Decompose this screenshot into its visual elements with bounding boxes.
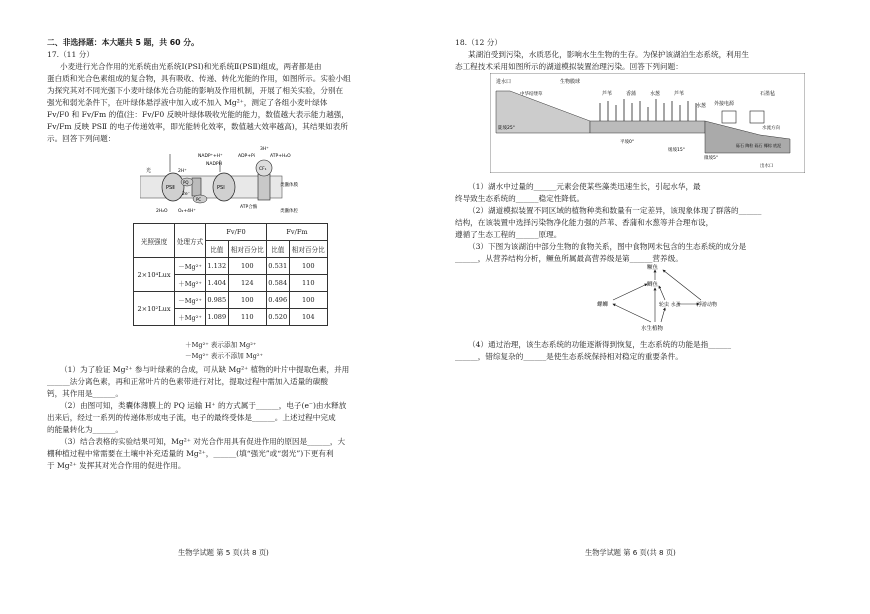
nadp-label: NADP⁺+H⁺ (198, 154, 223, 159)
q17-intro-line: 强光和弱光条件下，在叶绿体悬浮液中加入或不加入 Mg²⁺，测定了各组小麦叶绿体 (47, 98, 328, 107)
cell-v1: 1.132 (206, 258, 229, 275)
2h-label: 2H⁺ (178, 169, 187, 174)
pq-label: PQ (183, 180, 189, 185)
q18-sub2-line: 遵循了生态工程的______原理。 (455, 230, 562, 239)
q18-sub4-line: （4）通过治理，该生态系统的功能逐渐得到恢复，生态系统的功能是指______ (468, 340, 732, 349)
cell-v2: 0.584 (266, 275, 289, 292)
cell-method: －Mg²⁺ (175, 258, 206, 275)
cell-v2: 0.531 (266, 258, 289, 275)
fw-left: 螺蛳 (597, 302, 609, 308)
slope25-label: 陡坡25° (498, 126, 515, 131)
q17-sub1-line: ______法分离色素，再和正常叶片的色素带进行对比，提取过程中需加入适量的碳酸 (47, 377, 328, 386)
table-note-minus: －Mg²⁺ 表示不添加 Mg²⁺ (185, 352, 263, 360)
reed2-label: 芦苇 (674, 91, 685, 97)
water-label: 2H₂O (156, 209, 168, 214)
q18-sub4-line: ______，错综复杂的______是使生态系统保持相对稳定的重要条件。 (455, 352, 683, 361)
flow-label: 水流方向 (762, 126, 780, 131)
fw-bottom: 水生植物 (641, 326, 664, 332)
cell-v2: 0.520 (266, 309, 289, 326)
q17-intro-line: 小麦进行光合作用的光系统由光系统Ⅰ(PSⅠ)和光系统Ⅱ(PSⅡ)组成，两者都是由 (60, 62, 322, 71)
2e-label: 2e⁻ (182, 192, 191, 197)
flat-section (590, 121, 705, 133)
cell-v1: 0.985 (206, 292, 229, 309)
cell-light: 2×10⁴Lux (134, 258, 175, 292)
q18-intro-line: 某湖泊受到污染，水质恶化，影响水生生物的生存。为保护该湖泊生态系统，利用生 (468, 50, 749, 59)
q18-sub3-line: ______，从营养结构分析，鳜鱼所属最高营养级是第______营养级。 (455, 254, 683, 263)
section-title: 二、非选择题：本大题共 5 题，共 60 分。 (47, 38, 199, 47)
q17-sub2-line: 出来后，经过一系列的传递体形成电子流，电子的最终受体是______。上述过程中完成 (47, 413, 336, 422)
fw-right: 浮游动物 (697, 302, 718, 308)
fw-center: 轮虫 水蚤 (659, 302, 681, 308)
q17-intro-line: Fv/F0 和 Fv/Fm 的值(注：Fv/F0 反映叶绿体吸收光能的能力，数值越大表示能力越强， (47, 110, 349, 119)
page-footer: 生物学试题 第 5 页(共 8 页) (178, 548, 269, 557)
q18-sub1-line: 终导致生态系统的______稳定性降低。 (455, 194, 585, 203)
flat-label: 平坡0° (620, 140, 635, 145)
q17-sub2-line: 的能量转化为______。 (47, 425, 123, 434)
table-row (134, 258, 328, 275)
power-label: 外接电源 (714, 101, 735, 107)
q18-header: 18.（12 分） (455, 38, 502, 47)
cell-r1: 124 (228, 275, 266, 292)
q18-sub1-line: （1）湖水中过量的______元素会使某些藻类迅速生长，引起水华，最 (468, 182, 701, 191)
biofilm-label: 生物膜球 (560, 79, 581, 85)
th-rel: 相对百分比 (228, 241, 266, 258)
cytb6f-complex (192, 178, 201, 196)
cell-r2: 110 (289, 275, 328, 292)
fw-mid: 鲫鱼 (647, 282, 659, 288)
membrane-label: 类囊体膜 (280, 183, 298, 188)
th-rel: 相对百分比 (289, 241, 328, 258)
graphite-label: 石墨毡 (760, 91, 776, 97)
pc-label: PC (196, 197, 202, 202)
q18-intro-line: 态工程技术采用如图所示的湖道模拟装置治理污染。回答下列问题： (455, 62, 683, 71)
cell-r2: 100 (289, 258, 328, 275)
th-value: 比值 (266, 241, 289, 258)
q17-table (133, 223, 328, 326)
cf-label: CF₁ (259, 167, 267, 172)
food-web-diagram (585, 262, 725, 332)
outlet-label: 出水口 (760, 164, 774, 169)
q17-intro-line: Fv/Fm 反映 PSⅡ 的电子传递效率，即光能转化效率，数值越大效率越高)，其结果如表所 (47, 122, 348, 131)
water-plant-label: 水葱 (650, 91, 661, 97)
atp-synthase-label: ATP合酶 (240, 205, 258, 210)
water2-label: 水葱 (696, 103, 707, 109)
q18-sub2-line: （2）湖道模拟装置不同区域的植物种类和数量有一定差异，该现象体现了群落的______ (468, 206, 762, 215)
adp-label: ADP+Pi (238, 154, 255, 159)
q17-intro-line: 示。回答下列问题： (47, 134, 116, 143)
cell-v2: 0.496 (266, 292, 289, 309)
psi-label: PSⅠ (217, 185, 225, 191)
q18-sub3-line: （3）下图为该湖泊中部分生物的食物关系，图中食物网未包含的生态系统的成分是 (468, 242, 747, 251)
th-light: 光照强度 (134, 224, 175, 258)
cell-method: ＋Mg²⁺ (175, 309, 206, 326)
cell-light: 2×10²Lux (134, 292, 175, 326)
q17-sub3-line: 于 Mg²⁺ 发挥其对光合作用的促进作用。 (47, 461, 186, 470)
layers-label: 砾石 陶粒 砾石 椰棕 底泥 (736, 143, 782, 148)
cell-v1: 1.404 (206, 275, 229, 292)
slope5-label: 微坡5° (704, 156, 719, 161)
atp-label: ATP+H₂O (270, 154, 291, 159)
right-page (435, 0, 870, 614)
cell-r2: 104 (289, 309, 328, 326)
psii-label: PSⅡ (166, 185, 175, 191)
th-fvf0: Fv/F0 (206, 224, 267, 241)
channel-device-diagram (490, 73, 805, 173)
q17-sub1-line: 钙，其作用是______。 (47, 389, 123, 398)
q17-sub3-line: 棚种植过程中常需要在土壤中补充适量的 Mg²⁺，______(填“强光”或“弱光”)下更有利 (47, 449, 334, 458)
page-footer: 生物学试题 第 6 页(共 8 页) (585, 548, 676, 557)
inlet-label: 进水口 (496, 79, 512, 85)
cell-r1: 100 (228, 292, 266, 309)
cattail-label: 香蒲 (626, 91, 637, 97)
cell-v1: 1.089 (206, 309, 229, 326)
cell-r2: 100 (289, 292, 328, 309)
q17-sub3-line: （3）结合表格的实验结果可知，Mg²⁺ 对光合作用具有促进作用的原因是______，大 (60, 437, 346, 446)
oxygen-label: O₂+4H⁺ (178, 209, 196, 214)
thylakoid-diagram (140, 146, 310, 220)
cell-method: ＋Mg²⁺ (175, 275, 206, 292)
th-method: 处理方式 (175, 224, 206, 258)
q17-sub2-line: （2）由图可知，类囊体薄膜上的 PQ 运输 H⁺ 的方式属于______，电子(e⁻)由水释放 (60, 401, 347, 410)
cell-method: －Mg²⁺ (175, 292, 206, 309)
lumen-label: 类囊体腔 (280, 209, 298, 214)
reed-label: 芦苇 (602, 91, 613, 97)
atp-synthase (258, 174, 270, 200)
h-top-label: 3H⁺ (260, 147, 269, 152)
q18-sub2-line: 结构，在该装置中选择污染物净化能力强的芦苇、香蒲和水葱等并合理布设， (455, 218, 714, 227)
nadph-label: NADPH (206, 162, 223, 167)
cell-r1: 100 (228, 258, 266, 275)
cell-r1: 110 (228, 309, 266, 326)
q17-header: 17.（11 分） (47, 50, 94, 59)
q17-intro-line: 蛋白质和光合色素组成的复合物，具有吸收、传递、转化光能的作用，如图所示。实验小组 (47, 74, 351, 83)
light-label: 光 (146, 168, 152, 174)
q17-intro-line: 为探究其对不同光强下小麦叶绿体光合功能的影响及作用机制，开展了相关实验，分别在 (47, 86, 344, 95)
substrate-label: 中华结缕草 (520, 92, 543, 97)
table-note-plus: ＋Mg²⁺ 表示添加 Mg²⁺ (185, 341, 257, 349)
th-value: 比值 (206, 241, 229, 258)
slope15-label: 缓坡15° (668, 148, 685, 153)
q17-sub1-line: （1）为了验证 Mg²⁺ 参与叶绿素的合成，可从缺 Mg²⁺ 植物的叶片中提取色素，并用 (60, 365, 350, 374)
th-fvfm: Fv/Fm (266, 224, 327, 241)
fw-top: 鳜鱼 (647, 265, 659, 271)
table-row (134, 292, 328, 309)
food-web-arrows (613, 270, 701, 322)
